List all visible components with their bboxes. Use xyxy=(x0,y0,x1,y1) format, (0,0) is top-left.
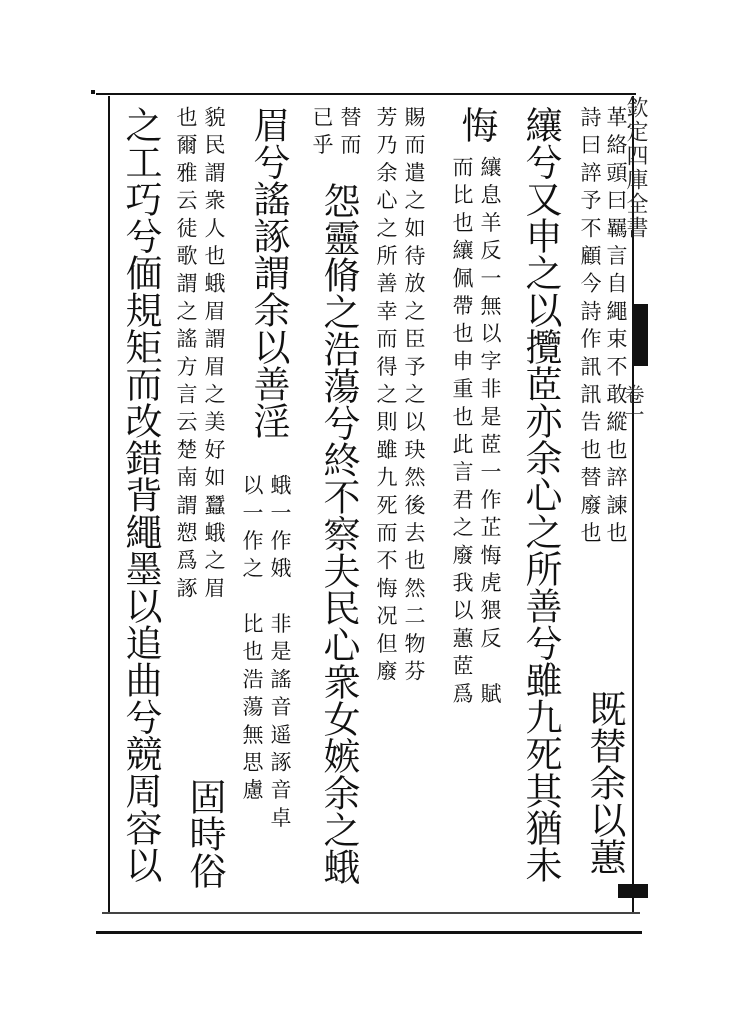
annotation-line: 以一作之 比也浩蕩無思慮 xyxy=(240,474,264,807)
text-column-5 xyxy=(308,106,366,902)
text-column-7 xyxy=(170,106,232,902)
text-column-4 xyxy=(372,106,430,902)
border-left-rule xyxy=(108,96,110,914)
main-text-line: 固時俗 xyxy=(183,778,226,889)
text-column-3 xyxy=(448,106,506,902)
margin-volume-label: 卷一 xyxy=(621,384,645,424)
border-bottom-rule-inner xyxy=(102,912,640,914)
text-column-2: 纕兮又申之以攬茝亦余心之所善兮雖九死其猶未 xyxy=(519,106,562,883)
main-text-line: 悔 xyxy=(455,106,498,143)
annotation-line: 蛾一作娥 非是謠音遥諑音卓 xyxy=(268,474,292,835)
annotation-line: 芳乃余心之所善幸而得之則雖九死而不悔况但廢 xyxy=(374,106,398,688)
border-top-rule xyxy=(96,93,636,95)
margin-title: 欽定四庫全書 xyxy=(623,96,648,240)
annotation-line: 替而 xyxy=(338,106,362,162)
main-text-line: 怨靈脩之浩蕩兮終不察夫民心衆女嫉余之蛾 xyxy=(317,182,360,885)
annotation-line: 革絡頭曰羈言自繩束不敢縱也誶諫也 xyxy=(604,106,628,550)
annotation-line: 貌民謂衆人也蛾眉謂眉之美好如蠶蛾之眉 xyxy=(202,106,226,605)
border-bottom-rule-outer xyxy=(96,931,642,934)
text-column-1 xyxy=(576,106,630,902)
main-text-line: 眉兮謠諑謂余以善淫 xyxy=(247,106,290,439)
annotation-line: 也爾雅云徒歌謂之謠方言云楚南謂愬爲諑 xyxy=(174,106,198,605)
border-corner-mark xyxy=(91,90,95,94)
annotation-line: 詩曰誶予不顧今詩作訊訊告也替廢也 xyxy=(578,106,602,550)
annotation-line: 纕息羊反一無以字非是茝一作芷悔虎猥反 賦 xyxy=(478,156,502,710)
annotation-line: 而比也纕佩帶也申重也此言君之廢我以蕙茝爲 xyxy=(450,156,474,710)
main-text-line: 既替余以蕙 xyxy=(583,690,626,875)
text-column-6 xyxy=(236,106,298,902)
margin-fish-tail-mark xyxy=(632,304,648,366)
annotation-line: 已乎 xyxy=(310,106,334,162)
annotation-line: 賜而遣之如待放之臣予之以玦然後去也然二物芬 xyxy=(402,106,426,688)
text-column-8: 之工巧兮偭規矩而改錯背繩墨以追曲兮競周容以 xyxy=(119,106,162,883)
